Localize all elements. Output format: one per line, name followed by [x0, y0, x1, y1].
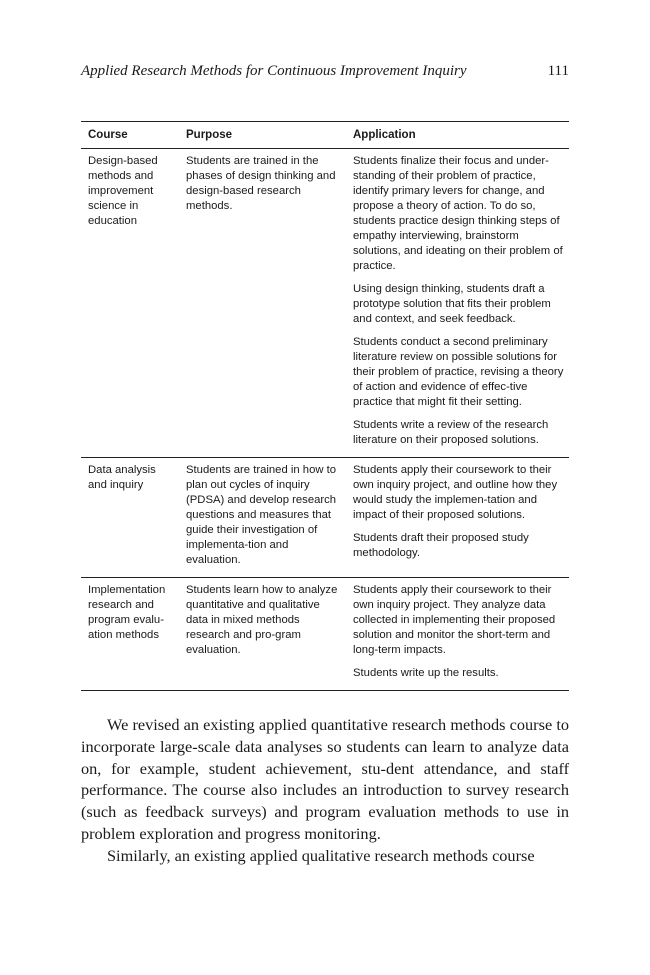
- table-row: [81, 149, 569, 458]
- course-cell: Design-based methods and improvement science in education: [88, 155, 158, 227]
- application-item: Students write up the results.: [353, 667, 499, 679]
- body-paragraph: Similarly, an existing applied qualitative research methods course: [107, 845, 535, 865]
- application-item: Students draft their proposed study methodology.: [353, 532, 529, 559]
- course-cell: Implementation research and program evalu-ation methods: [88, 584, 166, 641]
- page-number: 111: [547, 63, 569, 79]
- application-cell: [346, 149, 569, 458]
- course-table: [81, 121, 569, 691]
- table-row: [81, 578, 569, 691]
- application-item: Students write a review of the research literature on their proposed solutions.: [353, 419, 549, 446]
- table-row: [81, 458, 569, 578]
- application-item: Students finalize their focus and under-standing of their problem of practice, identify primary levers for change, and propose a theory of action. To do so, students practice design thinking steps of empathy interviewing, brainstorm solutions, and ideating on their problem of practice.: [353, 155, 563, 272]
- application-item: Students apply their coursework to their own inquiry project, and outline how they would study the implemen-tation and impact of their proposed solutions.: [353, 464, 558, 521]
- column-header-application: Application: [353, 129, 416, 141]
- purpose-cell: Students learn how to analyze quantitative and qualitative data in mixed methods research and pro-gram evaluation.: [186, 584, 338, 656]
- purpose-cell: Students are trained in the phases of design thinking and design-based research methods.: [186, 155, 336, 212]
- column-header-purpose: Purpose: [186, 129, 233, 141]
- application-cell: [346, 578, 569, 691]
- purpose-cell: Students are trained in how to plan out cycles of inquiry (PDSA) and develop research questions and measures that guide their investigation of implementa-tion and evaluation.: [186, 464, 337, 566]
- body-text: [81, 714, 569, 867]
- column-header-course: Course: [88, 129, 128, 141]
- body-paragraph: We revised an existing applied quantitative research methods course to incorporate large-scale data analyses so students can learn to analyze data on, for example, student achievement, stu-dent attendance, and staff performance. The course also includes an introduction to survey research (such as feedback surveys) and program evaluation methods to use in problem exploration and progress monitoring.: [81, 715, 569, 843]
- application-item: Using design thinking, students draft a prototype solution that fits their problem and context, and seek feedback.: [353, 283, 551, 325]
- course-cell: Data analysis and inquiry: [88, 464, 156, 491]
- running-head-title: Applied Research Methods for Continuous Improvement Inquiry: [81, 63, 467, 79]
- running-head: [81, 63, 569, 80]
- application-item: Students apply their coursework to their own inquiry project. They analyze data collected in implementing their proposed solution and monitor the short-term and long-term impacts.: [353, 584, 556, 656]
- application-cell: [346, 458, 569, 578]
- application-item: Students conduct a second preliminary literature review on possible solutions for their problem of practice, revising a theory of action and evidence of effec-tive practice that might fit their setting.: [353, 336, 564, 408]
- table-header-row: [81, 122, 569, 149]
